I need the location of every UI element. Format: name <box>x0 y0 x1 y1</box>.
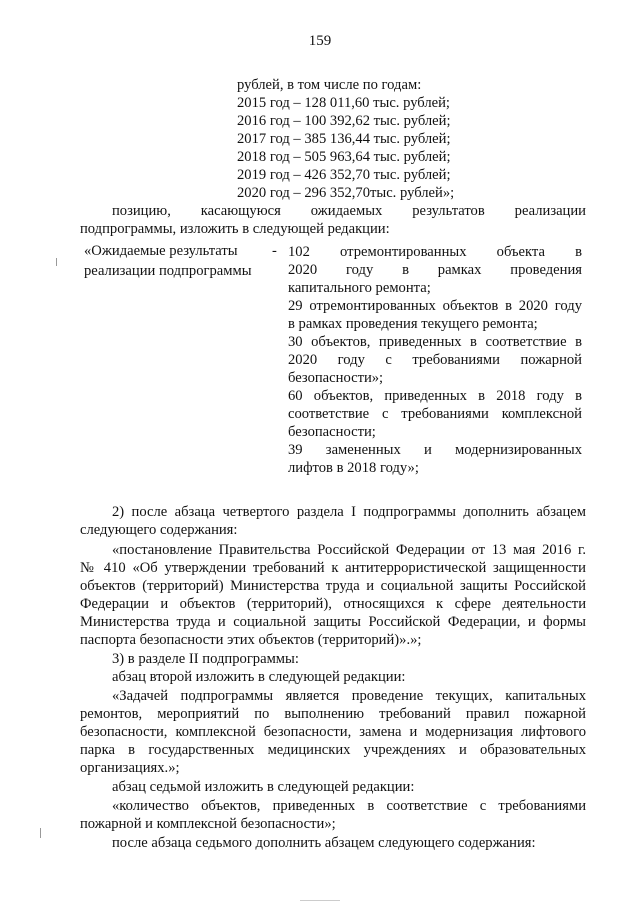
quote-task-line2: ремонтов, мероприятий по выполнению требований правил пожарной <box>80 706 586 722</box>
expected-results-value <box>288 243 582 477</box>
quote-resolution-line3: объектов (территорий) Министерства труда и социальной защиты Российской <box>80 578 586 594</box>
quote-resolution-line1: «постановление Правительства Российской Федерации от 13 мая 2016 г. <box>112 542 586 558</box>
funding-year-2020: 2020 год – 296 352,70тыс. рублей»; <box>237 185 455 201</box>
quote-resolution-line5: Министерства труда и социальной защиты Российской Федерации, и формы <box>80 614 586 630</box>
quote-task-line4: парка в государственных медицинских учреждениях и образовательных <box>80 742 586 758</box>
result-line: безопасности»; <box>288 370 384 386</box>
table-dash: - <box>272 243 277 259</box>
position-paragraph-line2: подпрограммы, изложить в следующей редакции: <box>80 221 390 237</box>
item-3-paragraph-b: абзац седьмой изложить в следующей редакции: <box>112 779 415 795</box>
scan-mark <box>56 258 57 266</box>
page-number: 159 <box>308 33 332 49</box>
position-paragraph-line1: позицию, касающуюся ожидаемых результатов реализации <box>112 203 586 219</box>
scan-mark <box>40 828 41 838</box>
item-2-line1: 2) после абзаца четвертого раздела I подпрограммы дополнить абзацем <box>112 504 586 520</box>
quote-count-line1: «количество объектов, приведенных в соответствие с требованиями <box>112 798 586 814</box>
result-line: 2020 году в рамках проведения <box>288 262 582 278</box>
expected-results-label-line2: реализации подпрограммы <box>84 263 252 279</box>
result-line: соответствие с требованиями комплексной <box>288 406 582 422</box>
item-3-paragraph-a: абзац второй изложить в следующей редакции: <box>112 669 406 685</box>
result-line: 39 замененных и модернизированных <box>288 442 582 458</box>
expected-results-label-line1: «Ожидаемые результаты <box>84 243 238 259</box>
quote-task-line5: организациях.»; <box>80 760 180 776</box>
result-line: безопасности; <box>288 424 376 440</box>
result-line: в рамках проведения текущего ремонта; <box>288 316 538 332</box>
quote-resolution-line4: Федерации и объектов (территорий), относящихся к сфере деятельности <box>80 596 586 612</box>
quote-resolution-line2: № 410 «Об утверждении требований к антитеррористической защищенности <box>80 560 586 576</box>
quote-task-line3: безопасности, комплексной безопасности, замена и модернизация лифтового <box>80 724 586 740</box>
item-3-paragraph-c: после абзаца седьмого дополнить абзацем следующего содержания: <box>112 835 536 851</box>
funding-intro-line: рублей, в том числе по годам: <box>237 77 422 93</box>
funding-year-2016: 2016 год – 100 392,62 тыс. рублей; <box>237 113 451 129</box>
result-line: 102 отремонтированных объекта в <box>288 244 582 260</box>
result-line: 29 отремонтированных объектов в 2020 году <box>288 298 582 314</box>
scan-mark <box>300 900 340 901</box>
result-line: 2020 году с требованиями пожарной <box>288 352 582 368</box>
funding-year-2019: 2019 год – 426 352,70 тыс. рублей; <box>237 167 451 183</box>
funding-year-2015: 2015 год – 128 011,60 тыс. рублей; <box>237 95 450 111</box>
item-3: 3) в разделе II подпрограммы: <box>112 651 299 667</box>
quote-resolution-line6: паспорта безопасности этих объектов (территорий)».»; <box>80 632 422 648</box>
result-line: лифтов в 2018 году»; <box>288 460 419 476</box>
quote-count-line2: пожарной и комплексной безопасности»; <box>80 816 336 832</box>
funding-year-2018: 2018 год – 505 963,64 тыс. рублей; <box>237 149 451 165</box>
result-line: 30 объектов, приведенных в соответствие в <box>288 334 582 350</box>
result-line: 60 объектов, приведенных в 2018 году в <box>288 388 582 404</box>
result-line: капитального ремонта; <box>288 280 431 296</box>
quote-task-line1: «Задачей подпрограммы является проведение текущих, капитальных <box>112 688 586 704</box>
item-2-line2: следующего содержания: <box>80 522 238 538</box>
funding-year-2017: 2017 год – 385 136,44 тыс. рублей; <box>237 131 451 147</box>
